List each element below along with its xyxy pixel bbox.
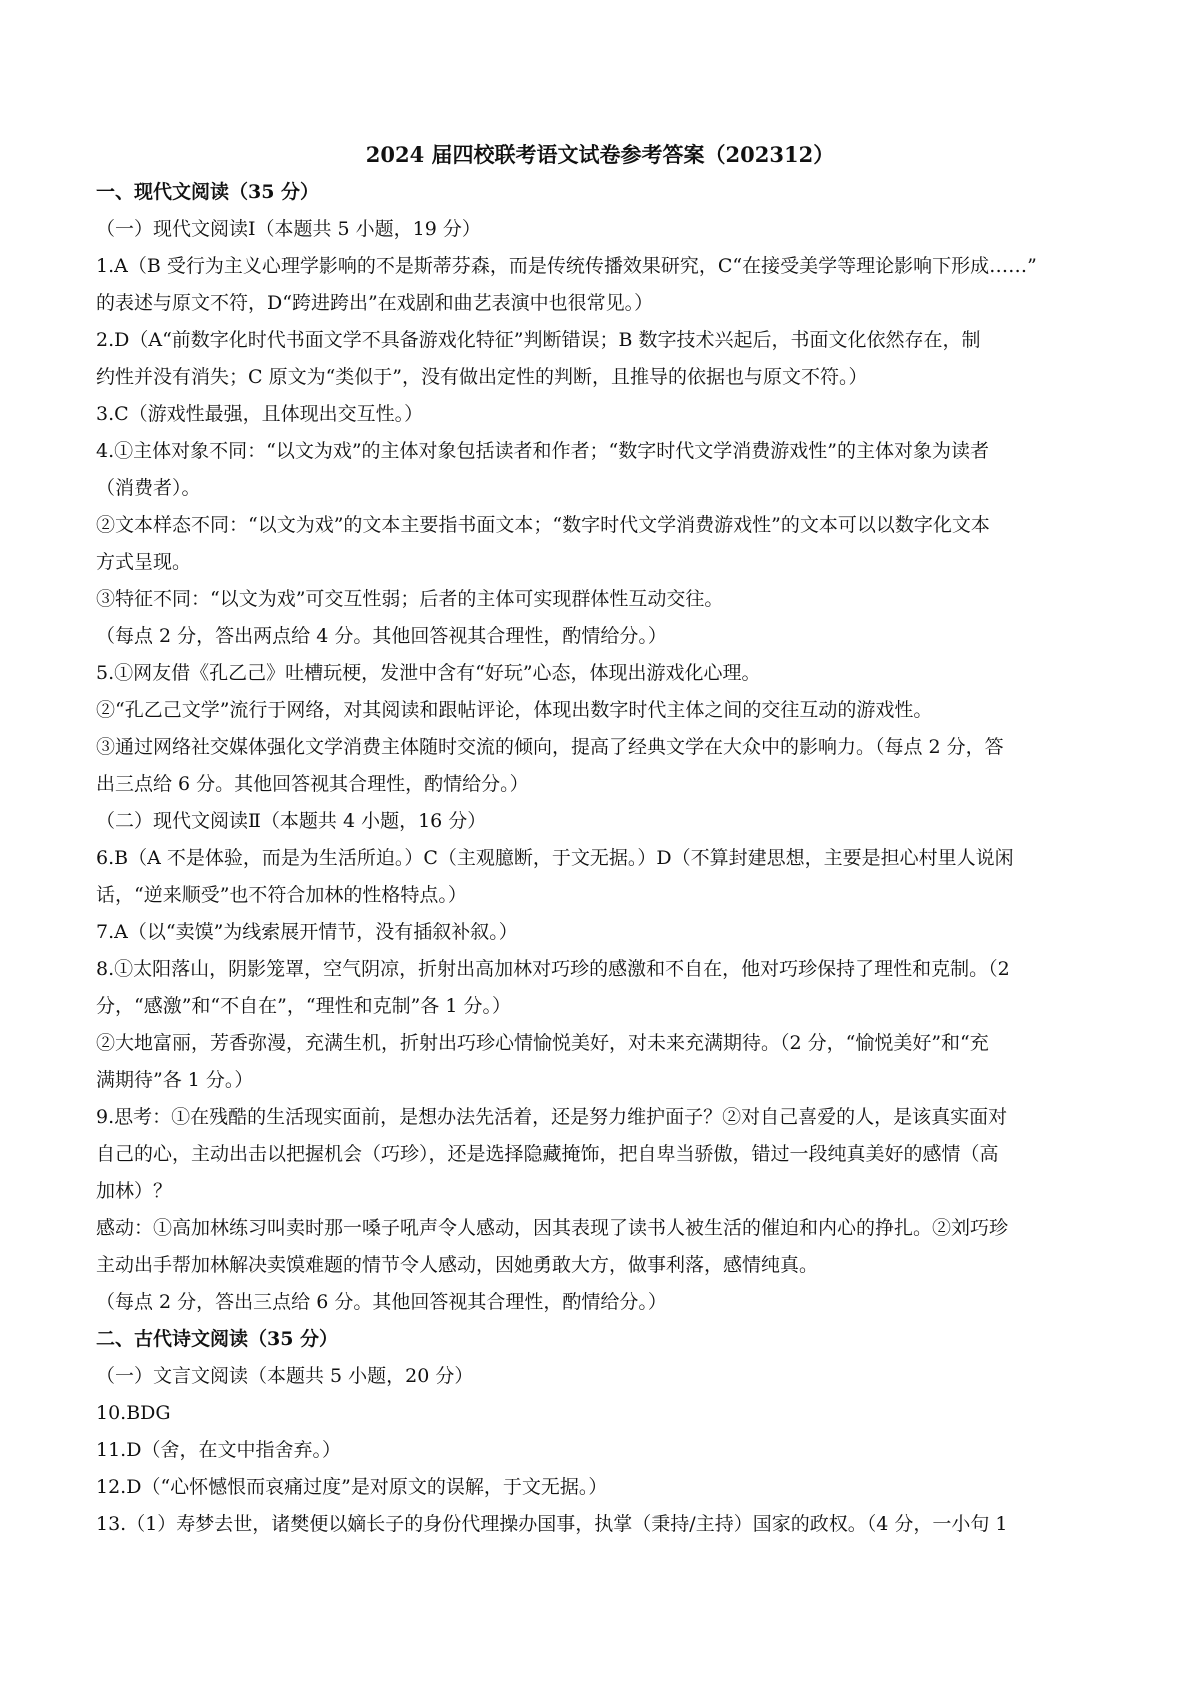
- answer-line: 感动：①高加林练习叫卖时那一嗓子吼声令人感动，因其表现了读书人被生活的催迫和内心的挣扎。②刘巧珍: [96, 1217, 1009, 1239]
- answer-line: （消费者）。: [96, 477, 201, 499]
- answer-body: [96, 174, 1112, 1543]
- answer-line: （一）现代文阅读Ⅰ（本题共 5 小题，19 分）: [96, 218, 481, 240]
- answer-line: 10.BDG: [96, 1402, 171, 1424]
- answer-line: 2.D（A“前数字化时代书面文学不具备游戏化特征”判断错误；B 数字技术兴起后，书面文化依然存在，制: [96, 329, 981, 351]
- section-heading: 二、古代诗文阅读（35 分）: [96, 1328, 339, 1350]
- answer-line: 8.①太阳落山，阴影笼罩，空气阴凉，折射出高加林对巧珍的感激和不自在，他对巧珍保持了理性和克制。（2: [96, 958, 1010, 980]
- answer-line: 12.D（“心怀憾恨而哀痛过度”是对原文的误解，于文无据。）: [96, 1476, 608, 1498]
- answer-line: ②“孔乙己文学”流行于网络，对其阅读和跟帖评论，体现出数字时代主体之间的交往互动的游戏性。: [96, 699, 933, 721]
- answer-line: 3.C（游戏性最强，且体现出交互性。）: [96, 403, 424, 425]
- answer-line: （每点 2 分，答出两点给 4 分。其他回答视其合理性，酌情给分。）: [96, 625, 667, 647]
- answer-line: ②文本样态不同：“以文为戏”的文本主要指书面文本；“数字时代文学消费游戏性”的文本可以以数字化文本: [96, 514, 990, 536]
- answer-line: 13.（1）寿梦去世，诸樊便以嫡长子的身份代理操办国事，执掌（秉持/主持）国家的政权。（4 分，一小句 1: [96, 1513, 1008, 1535]
- answer-line: 7.A（以“卖馍”为线索展开情节，没有插叙补叙。）: [96, 921, 518, 943]
- section-heading: 一、现代文阅读（35 分）: [96, 181, 320, 203]
- answer-line: 分，“感激”和“不自在”，“理性和克制”各 1 分。）: [96, 995, 511, 1017]
- answer-line: 出三点给 6 分。其他回答视其合理性，酌情给分。）: [96, 773, 529, 795]
- document-title: 2024 届四校联考语文试卷参考答案（202312）: [365, 142, 835, 167]
- answer-line: ②大地富丽，芳香弥漫，充满生机，折射出巧珍心情愉悦美好，对未来充满期待。（2 分，“愉悦美好”和“充: [96, 1032, 989, 1054]
- answer-line: 11.D（舍，在文中指舍弃。）: [96, 1439, 341, 1461]
- answer-line: 自己的心，主动出击以把握机会（巧珍），还是选择隐藏掩饰，把自卑当骄傲，错过一段纯真美好的感情（高: [96, 1143, 999, 1165]
- answer-line: 满期待”各 1 分。）: [96, 1069, 254, 1091]
- answer-line: 1.A（B 受行为主义心理学影响的不是斯蒂芬森，而是传统传播效果研究，C“在接受美学等理论影响下形成……”: [96, 255, 1037, 277]
- answer-line: 的表述与原文不符，D“跨进跨出”在戏剧和曲艺表演中也很常见。）: [96, 292, 654, 314]
- answer-line: ③通过网络社交媒体强化文学消费主体随时交流的倾向，提高了经典文学在大众中的影响力。（每点 2 分，答: [96, 736, 1004, 758]
- answer-line: 加林）？: [96, 1180, 173, 1202]
- answer-line: ③特征不同：“以文为戏”可交互性弱；后者的主体可实现群体性互动交往。: [96, 588, 724, 610]
- answer-line: 主动出手帮加林解决卖馍难题的情节令人感动，因她勇敢大方，做事利落，感情纯真。: [96, 1254, 819, 1276]
- answer-line: （一）文言文阅读（本题共 5 小题，20 分）: [96, 1365, 474, 1387]
- answer-line: 话，“逆来顺受”也不符合加林的性格特点。）: [96, 884, 467, 906]
- answer-line: 方式呈现。: [96, 551, 192, 573]
- answer-line: 5.①网友借《孔乙己》吐槽玩梗，发泄中含有“好玩”心态，体现出游戏化心理。: [96, 662, 761, 684]
- answer-line: 9.思考：①在残酷的生活现实面前，是想办法先活着，还是努力维护面子？②对自己喜爱的人，是该真实面对: [96, 1106, 1008, 1128]
- answer-line: 6.B（A 不是体验，而是为生活所迫。）C（主观臆断，于文无据。）D（不算封建思想，主要是担心村里人说闲: [96, 847, 1014, 869]
- answer-line: （二）现代文阅读Ⅱ（本题共 4 小题，16 分）: [96, 810, 487, 832]
- answer-line: 约性并没有消失；C 原文为“类似于”，没有做出定性的判断，且推导的依据也与原文不符。）: [96, 366, 868, 388]
- answer-line: （每点 2 分，答出三点给 6 分。其他回答视其合理性，酌情给分。）: [96, 1291, 667, 1313]
- answer-line: 4.①主体对象不同：“以文为戏”的主体对象包括读者和作者；“数字时代文学消费游戏性”的主体对象为读者: [96, 440, 989, 462]
